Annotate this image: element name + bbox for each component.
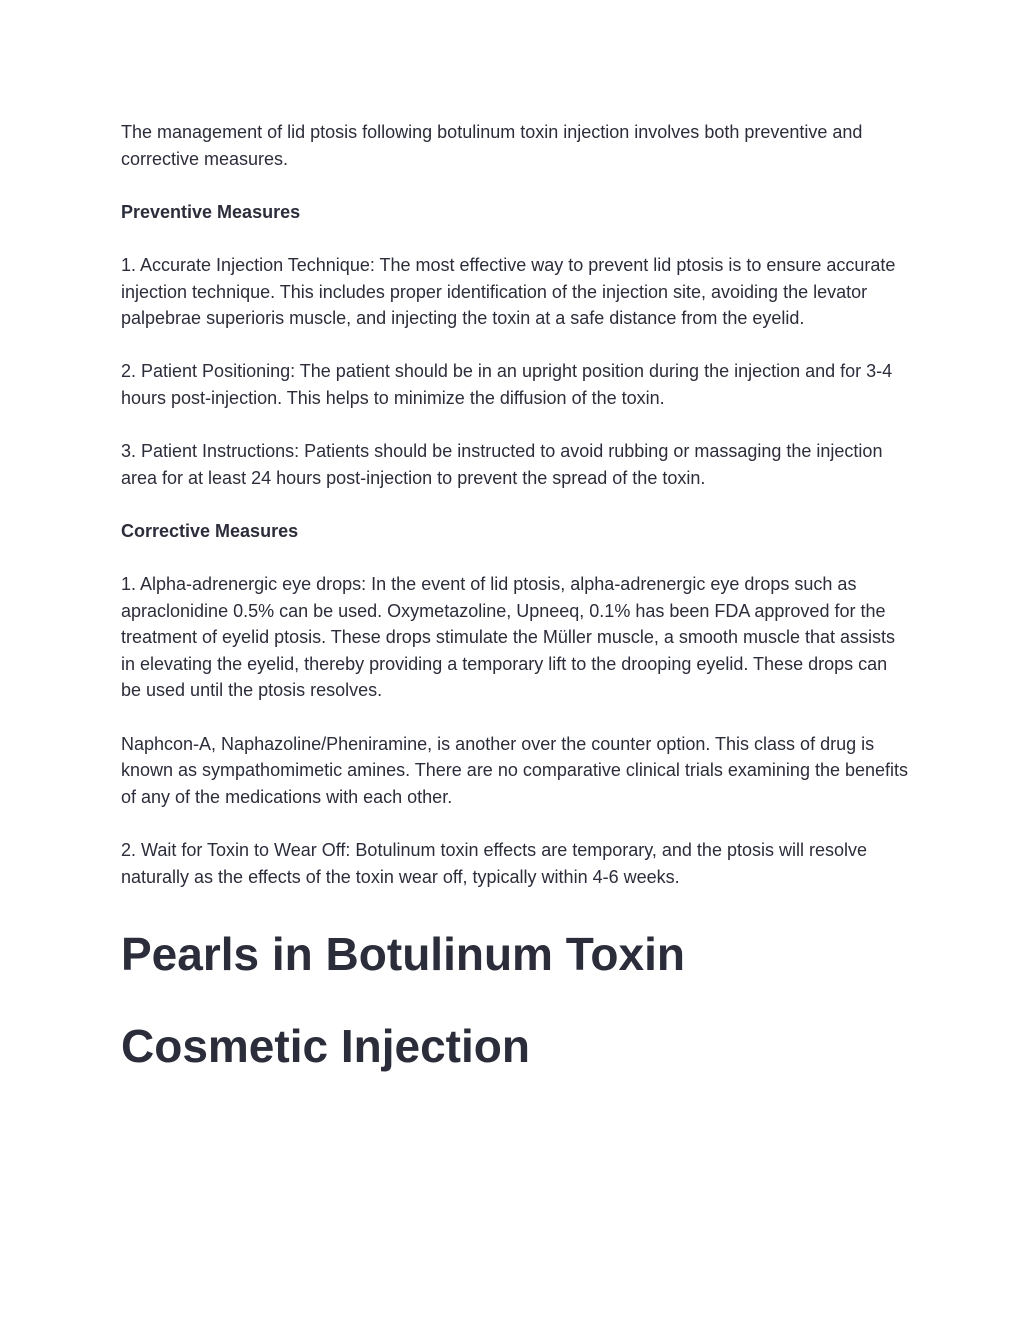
corrective-item-naphcon: Naphcon-A, Naphazoline/Pheniramine, is another over the counter option. This class of drug is known as sympathomimetic amines. There are no comparative clinical trials examining the benefits of any of the medications with each other. [121,733,909,807]
preventive-item-1: 1. Accurate Injection Technique: The most effective way to prevent lid ptosis is to ensure accurate injection technique. This includes proper identification of the injection site, avoiding the levator palpebrae superioris muscle, and injecting the toxin at a safe distance from the eyelid. [121,254,896,329]
preventive-item-2: 2. Patient Positioning: The patient should be in an upright position during the injection and for 3-4 hours post-injection. This helps to minimize the diffusion of the toxin. [121,361,893,408]
preventive-measures-heading: Preventive Measures [121,201,301,222]
section-heading-wrapper [121,908,911,1092]
section-heading [121,908,911,1092]
document-page [121,119,911,1092]
section-heading-line-1: Pearls in Botulinum Toxin [121,928,685,981]
corrective-item-2: 2. Wait for Toxin to Wear Off: Botulinum toxin effects are temporary, and the ptosis will resolve naturally as the effects of the toxin wear off, typically within 4-6 weeks. [121,840,867,887]
corrective-measures-heading: Corrective Measures [121,520,299,541]
section-heading-line-2: Cosmetic Injection [121,1020,530,1073]
intro-paragraph: The management of lid ptosis following botulinum toxin injection involves both preventive and corrective measures. [121,122,863,169]
preventive-item-3: 3. Patient Instructions: Patients should be instructed to avoid rubbing or massaging the injection area for at least 24 hours post-injection to prevent the spread of the toxin. [121,441,883,488]
corrective-item-1: 1. Alpha-adrenergic eye drops: In the event of lid ptosis, alpha-adrenergic eye drops such as apraclonidine 0.5% can be used. Oxymetazoline, Upneeq, 0.1% has been FDA approved for the treatment of eyelid ptosis. These drops stimulate the Müller muscle, a smooth muscle that assists in elevating the eyelid, thereby providing a temporary lift to the drooping eyelid. These drops can be used until the ptosis resolves. [121,574,895,701]
